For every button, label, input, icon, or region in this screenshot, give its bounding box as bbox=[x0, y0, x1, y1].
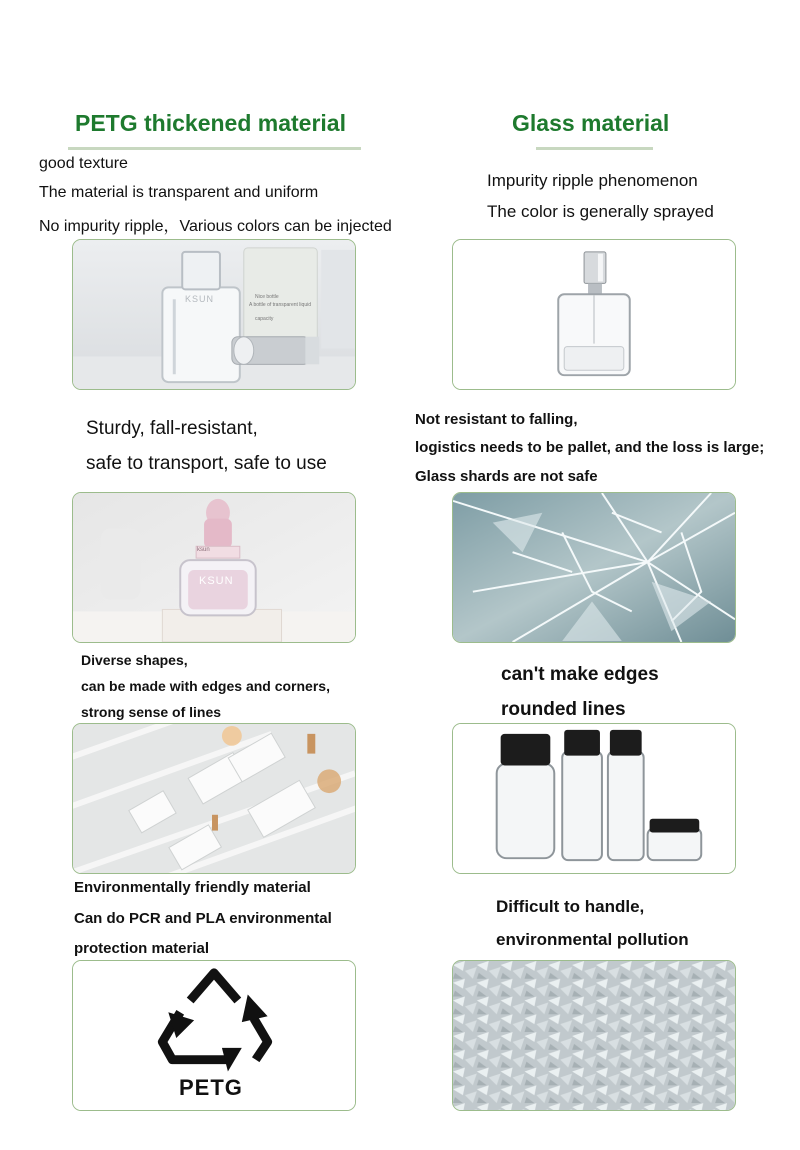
petg-point-text: Can do PCR and PLA environmental bbox=[74, 910, 332, 927]
glass-round-bottles-photo bbox=[452, 723, 736, 874]
pink-cap-text: ksun bbox=[197, 547, 210, 553]
petg-point-text: The material is transparent and uniform bbox=[39, 184, 319, 201]
petg-clear-bottles-photo bbox=[72, 239, 356, 390]
petg-recycle-symbol bbox=[72, 960, 356, 1111]
petg-column-title: PETG thickened material bbox=[75, 110, 346, 136]
bottle-brand-text: KSUN bbox=[185, 294, 215, 304]
petg-point-text: safe to transport, safe to use bbox=[86, 453, 327, 474]
glass-point-text: logistics needs to be pallet, and the loss is large; bbox=[415, 439, 765, 456]
pink-bottle-brand: KSUN bbox=[199, 575, 234, 587]
petg-point-text: Diverse shapes, bbox=[81, 652, 188, 668]
petg-square-bottles-photo bbox=[72, 723, 356, 874]
glass-shattered-photo bbox=[452, 492, 736, 643]
bottle-label-text: capacity bbox=[255, 316, 274, 322]
petg-pink-dropper-bottle-photo bbox=[72, 492, 356, 643]
petg-point-text: can be made with edges and corners, bbox=[81, 678, 330, 694]
glass-perfume-bottle-photo bbox=[452, 239, 736, 390]
glass-point-text: environmental pollution bbox=[496, 930, 689, 949]
glass-point-text: Not resistant to falling, bbox=[415, 411, 578, 428]
glass-point-text: can't make edges bbox=[501, 664, 659, 685]
glass-point-text: rounded lines bbox=[501, 699, 626, 720]
glass-point-text: The color is generally sprayed bbox=[487, 202, 714, 221]
glass-column-title: Glass material bbox=[512, 110, 670, 136]
glass-point-text: Impurity ripple phenomenon bbox=[487, 171, 698, 190]
petg-point-text: protection material bbox=[74, 940, 210, 957]
petg-point-text: Environmentally friendly material bbox=[74, 879, 311, 896]
recycle-label: PETG bbox=[179, 1075, 243, 1100]
petg-point-text: strong sense of lines bbox=[81, 704, 222, 720]
glass-shards-pile-photo bbox=[452, 960, 736, 1111]
petg-point-text: No impurity ripple，Various colors can be injected bbox=[39, 218, 392, 235]
petg-title-underline bbox=[68, 147, 361, 150]
petg-point-text: Sturdy, fall-resistant, bbox=[86, 418, 258, 439]
glass-point-text: Difficult to handle, bbox=[496, 897, 645, 916]
petg-point-text: good texture bbox=[39, 155, 128, 172]
glass-point-text: Glass shards are not safe bbox=[415, 468, 598, 485]
bottle-label-text: Nice bottle bbox=[255, 294, 279, 300]
bottle-label-text: A bottle of transparent liquid bbox=[249, 302, 311, 308]
glass-title-underline bbox=[536, 147, 653, 150]
